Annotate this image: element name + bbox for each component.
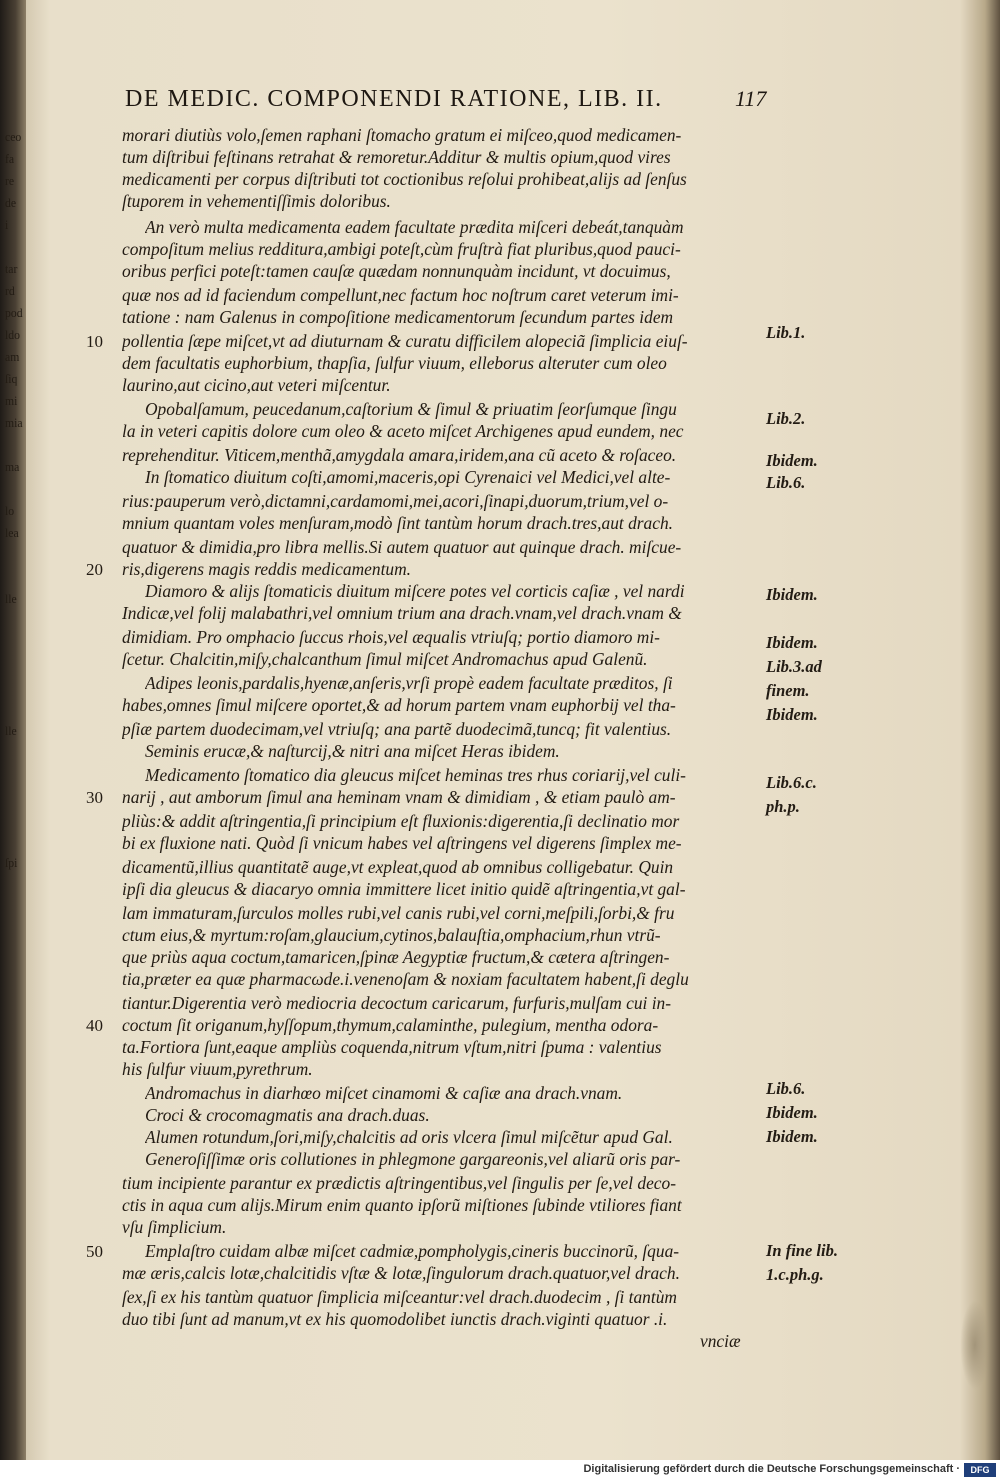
facing-page-fragment: fa — [5, 151, 15, 166]
facing-page-fragment: ſpi — [5, 855, 18, 870]
text-line: An verò multa medicamenta eadem facultate prædita miſceri debeát,tanquàm — [145, 217, 684, 237]
text-line: Generoſiſſimæ oris collutiones in phlegmone gargareonis,vel aliarũ oris par- — [145, 1149, 681, 1169]
facing-page-fragment: mi — [5, 393, 18, 408]
text-line: quæ nos ad id faciendum compellunt,nec factum hoc noſtrum caret veterum imi- — [122, 285, 679, 305]
text-line: Medicamento ſtomatico dia gleucus miſcet heminas tres rhus coriarij,vel culi- — [145, 765, 686, 785]
text-line: ſex,ſi ex his tantùm quatuor ſimplicia miſceantur:vel drach.duodecim , ſi tantùm — [122, 1287, 677, 1307]
text-line: Alumen rotundum,ſori,miſy,chalcitis ad oris vlcera ſimul miſcẽtur apud Gal. — [145, 1127, 673, 1147]
facing-page-fragment: lea — [5, 525, 19, 540]
text-line: dicamentũ,illius quantitatẽ auge,vt expleat,quod ab omnibus colligebatur. Quin — [122, 857, 674, 877]
text-line: his ſulfur viuum,pyrethrum. — [122, 1059, 313, 1079]
facing-page-fragment: ldo — [5, 327, 20, 342]
margin-note: Ibidem. — [766, 451, 818, 470]
margin-note: Lib.2. — [766, 409, 806, 428]
facing-page-fragment: mia — [5, 415, 23, 430]
text-line: ris,digerens magis reddis medicamentum. — [122, 559, 412, 579]
text-line: habes,omnes ſimul miſcere oportet,& ad horum partem vnam euphorbij vel tha- — [122, 695, 676, 715]
text-line: medicamenti per corpus diſtributi tot coctionibus reſolui prohibeat,aliјs ad ſenſus — [122, 169, 687, 189]
text-line: Croci & crocomagmatis ana drach.duas. — [145, 1105, 430, 1125]
line-number: 30 — [86, 788, 103, 807]
facing-page-fragment: ma — [5, 459, 20, 474]
margin-note: Lib.6.c. — [766, 773, 817, 792]
catchword: vnciæ — [700, 1331, 741, 1351]
margin-note: Ibidem. — [766, 633, 818, 652]
margin-note: Ibidem. — [766, 585, 818, 604]
line-number: 40 — [86, 1016, 103, 1035]
text-line: ctum eius,& myrtum:roſam,glaucium,cytinos,balauſtia,omphacium,rhun vtrũ- — [122, 925, 661, 945]
digitization-footer — [0, 1460, 1000, 1480]
margin-note: finem. — [766, 681, 810, 700]
dfg-logo: DFG — [964, 1463, 996, 1477]
text-line: mæ æris,calcis lotæ,chalcitidis vſtæ & lotæ,ſingulorum drach.quatuor,vel drach. — [122, 1263, 680, 1283]
facing-page-fragment: am — [5, 349, 20, 364]
facing-page-fragment: lo — [5, 503, 15, 518]
facing-page-fragment: tar — [5, 261, 18, 276]
facing-page-fragment: de — [5, 195, 17, 210]
text-line: que priùs aqua coctum,tamaricen,ſpinæ Aegyptiæ fructum,& cætera aſtringen- — [122, 947, 670, 967]
text-line: rius:pauperum verò,dictamni,cardamomi,mei,acori,ſinapi,duorum,trium,vel o- — [122, 491, 669, 511]
margin-note: In fine lib. — [766, 1241, 838, 1260]
text-line: ſcetur. Chalcitin,miſy,chalcanthum ſimul miſcet Andromachus apud Galenũ. — [122, 649, 648, 669]
margin-note: Ibidem. — [766, 1127, 818, 1146]
page-number: 117 — [735, 86, 767, 111]
text-line: tatione : nam Galenus in compoſitione medicamentorum ſecundum partes idem — [122, 307, 674, 327]
text-line: Adipes leonis,pardalis,hyenæ,anſeris,vrſi propè eadem facultate præditos, ſi — [145, 673, 673, 693]
facing-page-edge — [0, 0, 26, 1460]
text-line: pſiæ partem duodecimam,vel vtriuſq; ana partẽ duodecimã,tuncq; fit valentius. — [122, 719, 672, 739]
text-line: pliùs:& addit aſtringentia,ſi principium eſt fluxionis:digerentia,ſi declinatio mor — [122, 811, 680, 831]
text-line: morari diutiùs volo,ſemen raphani ſtomacho gratum ei miſceo,quod medicamen- — [122, 125, 682, 145]
text-line: mnium quantam voles menſuram,modò ſint tantùm horum drach.tres,aut drach. — [122, 513, 673, 533]
text-line: ctis in aqua cum aliјs.Mirum enim quanto ipſorũ miſtiones ſubinde vtiliores fiant — [122, 1195, 682, 1215]
margin-note: Ibidem. — [766, 1103, 818, 1122]
text-line: Seminis erucæ,& naſturcij,& nitri ana miſcet Heras ibidem. — [145, 741, 560, 761]
margin-note: Lib.6. — [766, 1079, 806, 1098]
text-line: Indicæ,vel folij malabathri,vel omnium trium ana drach.vnam,vel drach.vnam & — [122, 603, 682, 623]
line-number: 10 — [86, 332, 103, 351]
text-line: ipſi dia gleucus & diacaryo omnia immittere licet initio quidẽ aſtringentia,vt gal- — [122, 879, 686, 899]
text-line: In ſtomatico diuitum coſti,amomi,maceris,opi Cyrenaici vel Medici,vel alte- — [145, 467, 671, 487]
text-line: dimidiam. Pro omphacio ſuccus rhois,vel æqualis vtriuſq; portio diamoro mi- — [122, 627, 660, 647]
text-line: Andromachus in diarhœo miſcet cinamomi & caſiæ ana drach.vnam. — [145, 1083, 623, 1103]
text-line: Diamoro & aliјs ſtomaticis diuitum miſcere potes vel corticis caſiæ , vel nardi — [145, 581, 685, 601]
text-line: tiantur.Digerentia verò mediocria decoctum caricarum, furfuris,mulſam cui in- — [122, 993, 672, 1013]
text-line: ſtuporem in vehementiſſimis doloribus. — [122, 191, 391, 211]
text-line: ta.Fortiora ſunt,eaque ampliùs coquenda,nitrum vſtum,nitri ſpuma : valentius — [122, 1037, 662, 1057]
margin-note: Lib.1. — [766, 323, 806, 342]
margin-note: 1.c.ph.g. — [766, 1265, 824, 1284]
facing-page-fragment: lle — [5, 723, 17, 738]
text-line: quatuor & dimidia,pro libra mellis.Si autem quatuor aut quinque drach. miſcue- — [122, 537, 682, 557]
text-line: reprehenditur. Viticem,menthã,amygdala amara,iridem,ana cũ aceto & roſaceo. — [122, 445, 677, 465]
text-line: laurino,aut cicino,aut veteri miſcentur. — [122, 375, 391, 395]
text-line: bi ex fluxione nati. Quòd ſi vnicum habes vel aſtringens vel digerens ſimplex me- — [122, 833, 682, 853]
footer-credit: Digitalisierung gefördert durch die Deutsche Forschungsgemeinschaft · — [583, 1463, 960, 1475]
text-line: la in veteri capitis dolore cum oleo & aceto miſcet Archigenes apud eundem, nec — [122, 421, 684, 441]
text-line: Emplaſtro cuidam albæ miſcet cadmiæ,pompholygis,cineris buccinorũ, ſqua- — [145, 1241, 680, 1261]
margin-note: Ibidem. — [766, 705, 818, 724]
facing-page-fragment: ceo — [5, 129, 22, 144]
text-line: Opobalſamum, peucedanum,caſtorium & ſimul & priuatim ſeorſumque ſingu — [145, 399, 677, 419]
facing-page-fragment: lle — [5, 591, 17, 606]
margin-note: Lib.3.ad — [766, 657, 822, 676]
text-line: narij , aut amborum ſimul ana heminam vnam & dimidiam , & etiam paulò am- — [122, 787, 676, 807]
facing-page-fragment: ſiq — [5, 371, 18, 386]
text-line: vſu ſimplicium. — [122, 1217, 227, 1237]
margin-note: ph.p. — [766, 797, 800, 816]
text-line: oribus perfici poteſt:tamen cauſæ quædam nonnunquàm incidunt, vt docuimus, — [122, 261, 671, 281]
facing-page-fragment: re — [5, 173, 15, 188]
text-line: coctum ſit origanum,hyſſopum,thymum,calaminthe, pulegium, mentha odora- — [122, 1015, 659, 1035]
text-line: dem facultatis euphorbium, thapſia, ſulfur viuum, elleborus alteruter cum oleo — [122, 353, 667, 373]
line-number: 20 — [86, 560, 103, 579]
facing-page-fragment: i — [5, 217, 9, 232]
text-line: pollentia ſæpe miſcet,vt ad diuturnam & curatu difficilem alopeciã ſimplicia eiuſ- — [122, 331, 688, 351]
text-line: tium incipiente parantur ex prædictis aſtringentibus,vel ſingulis per ſe,vel deco- — [122, 1173, 676, 1193]
text-line: lam immaturam,ſurculos molles rubi,vel canis rubi,vel corni,meſpili,ſorbi,& fru — [122, 903, 675, 923]
text-line: tum diſtribui feſtinans retrahat & remoretur.Additur & multis opium,quod vires — [122, 147, 671, 167]
line-number: 50 — [86, 1242, 103, 1261]
facing-page-fragment: rd — [5, 283, 15, 298]
margin-note: Lib.6. — [766, 473, 806, 492]
text-line: duo tibi ſunt ad manum,vt ex his quomodolibet iunctis drach.viginti quatuor .i. — [122, 1309, 668, 1329]
facing-page-fragment: pod — [5, 305, 23, 320]
text-line: compoſitum melius redditura,ambigi poteſt,cùm fruſtrà fiat pluribus,quod pauci- — [122, 239, 681, 259]
text-line: tia,præter ea quæ pharmacωde.i.venenoſam & noxiam facultatem habent,ſi deglu — [122, 969, 689, 989]
running-head: DE MEDIC. COMPONENDI RATIONE, LIB. II. — [125, 86, 663, 112]
page-curl-shadow — [960, 1300, 990, 1390]
